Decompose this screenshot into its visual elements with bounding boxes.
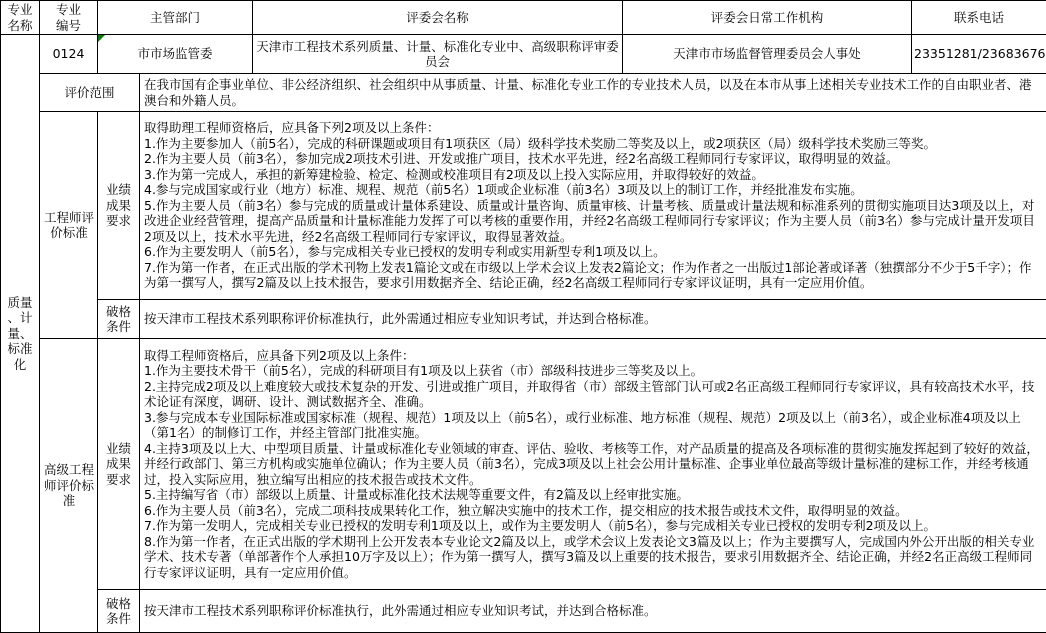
senior-engineer-achievement-label: 业绩成果要求	[105, 441, 133, 488]
phone-cell: 23351281/23683676	[912, 35, 1046, 74]
criteria-item: 5.作为主要人员（前3名）参与完成的质量或计量体系建设、质量或计量咨询、质量审核、计量考核、质量或计量法规和标准系列的贯彻实施项目达3项及以上，对改进企业经营管理，提高产品质量和计量标准能力发挥了可以考核的重要作用，并经2名高级工程师同行专家评议；作为主要人员（前3名）参与完成计量开发项目2项及以上，技术水平先进，经2名高级工程师同行专家评议，取得显著效益。	[144, 198, 1041, 245]
engineer-achievement-content-cell	[140, 112, 1046, 300]
senior-engineer-criteria-list	[144, 363, 1041, 580]
header-profession-label: 专业名称	[6, 2, 34, 33]
engineer-achievement-label-cell	[98, 112, 140, 300]
header-department: 主管部门	[98, 1, 253, 35]
scope-label-cell: 评价范围	[40, 74, 140, 112]
senior-engineer-section-label: 高级工程师评价标准	[42, 462, 96, 509]
senior-engineer-achievement-label-cell	[98, 339, 140, 590]
engineer-achievement-row	[1, 112, 1046, 300]
engineer-criteria-intro: 取得助理工程师资格后，应具备下列2项及以上条件：	[144, 120, 1041, 136]
engineer-exception-label: 破格条件	[105, 304, 133, 335]
criteria-item: 6.作为主要人员（前3名），完成二项科技成果转化工作，独立解决实施中的技术工作，提交相应的技术报告或技术文件，取得明显的效益。	[144, 503, 1041, 519]
senior-engineer-exception-label: 破格条件	[105, 596, 133, 627]
criteria-item: 7.作为第一作者，在正式出版的学术刊物上发表1篇论文或在市级以上学术会议上发表2篇论文；作为作者之一出版过1部论著或译著（独撰部分不少于5千字）；作为第一撰写人，撰写2篇及以上技术报告，要求引用数据齐全、结论正确，经2名高级工程师同行专家评议证明，具有一定应用价值。	[144, 260, 1041, 291]
header-phone: 联系电话	[912, 1, 1046, 35]
criteria-item: 1.作为主要参加人（前5名），完成的科研课题或项目有1项获区（局）级科学技术奖励二等奖及以上，或2项获区（局）级科学技术奖励三等奖。	[144, 136, 1041, 152]
office-cell: 天津市市场监督管理委员会人事处	[623, 35, 912, 74]
profession-name: 质量、计量、标准化	[6, 295, 34, 373]
comment-marker-icon	[98, 35, 105, 42]
senior-engineer-criteria-intro: 取得工程师资格后，应具备下列2项及以上条件：	[144, 348, 1041, 364]
committee-info-row	[1, 35, 1046, 74]
criteria-item: 5.主持编写省（市）部级以上质量、计量或标准化技术法规等重要文件，有2篇及以上经审批实施。	[144, 487, 1041, 503]
senior-engineer-achievement-content-cell	[140, 339, 1046, 590]
engineer-criteria-list	[144, 136, 1041, 291]
criteria-item: 4.主持3项及以上大、中型项目质量、计量或标准化专业领域的审查、评估、验收、考核等工作，对产品质量的提高及各项标准的贯彻实施发挥起到了较好的效益，并经行政部门、第三方机构或实施单位确认；作为主要人员（前3名），完成3项及以上社会公用计量标准、企事业单位最高等级计量标准的建标工作，并经考核通过，投入实际应用，独立编写出相应的技术报告或技术文件。	[144, 441, 1041, 488]
department-cell	[98, 35, 253, 74]
senior-engineer-exception-label-cell	[98, 590, 140, 633]
header-committee: 评委会名称	[253, 1, 623, 35]
engineer-exception-text-cell: 按天津市工程技术系列职称评价标准执行，此外需通过相应专业知识考试，并达到合格标准。	[140, 300, 1046, 339]
criteria-item: 3.作为第一完成人，承担的新筹建检验、检定、检测或校准项目有2项及以上投入实际应用，并取得较好的效益。	[144, 167, 1041, 183]
header-code-label: 专业编号	[55, 2, 83, 33]
engineer-section-label: 工程师评价标准	[42, 210, 96, 241]
criteria-item: 6.作为主要发明人（前5名），参与完成相关专业已授权的发明专利或实用新型专利1项及以上。	[144, 244, 1041, 260]
code-cell: 0124	[40, 35, 98, 74]
criteria-item: 4.参与完成国家或行业（地方）标准、规程、规范（前5名）1项或企业标准（前3名）3项及以上的制订工作，并经批准发布实施。	[144, 182, 1041, 198]
criteria-item: 2.主持完成2项及以上难度较大或技术复杂的开发、引进或推广项目，并取得省（市）部级主管部门认可或2名正高级工程师同行专家评议，具有较高技术水平，技术论证有深度，调研、设计、测试数据齐全、准确。	[144, 379, 1041, 410]
header-profession	[1, 1, 40, 35]
engineer-section-label-cell	[40, 112, 98, 339]
senior-engineer-achievement-row	[1, 339, 1046, 590]
header-code	[40, 1, 98, 35]
scope-text-cell: 在我市国有企事业单位、非公经济组织、社会组织中从事质量、计量、标准化专业工作的专业技术人员，以及在本市从事上述相关专业技术工作的自由职业者、港澳台和外籍人员。	[140, 74, 1046, 112]
header-row	[1, 1, 1046, 35]
senior-engineer-section-label-cell	[40, 339, 98, 633]
criteria-item: 8.作为第一作者，在正式出版的学术期刊上公开发表本专业论文2篇及以上，或学术会议上发表论文3篇及以上；作为主要撰写人，完成国内外公开出版的相关专业学术、技术专著（单部著作个人承担10万字及以上）；作为第一撰写人，撰写3篇及以上重要的技术报告，要求引用数据齐全、结论正确，并经2名正高级工程师同行专家评议证明，具有一定应用价值。	[144, 534, 1041, 581]
scope-row	[1, 74, 1046, 112]
criteria-item: 3.参与完成本专业国际标准或国家标准（规程、规范）1项及以上（前5名），或行业标准、地方标准（规程、规范）2项及以上（前3名），或企业标准4项及以上（第1名）的制修订工作，并经主管部门批准实施。	[144, 410, 1041, 441]
senior-engineer-exception-row	[1, 590, 1046, 633]
engineer-exception-label-cell	[98, 300, 140, 339]
department-value: 市市场监管委	[138, 46, 213, 61]
profession-name-cell	[1, 35, 40, 633]
engineer-achievement-label: 业绩成果要求	[105, 182, 133, 229]
header-office: 评委会日常工作机构	[623, 1, 912, 35]
engineer-exception-row	[1, 300, 1046, 339]
criteria-item: 2.作为主要人员（前3名），参加完成2项技术引进、开发或推广项目，技术水平先进，经2名高级工程师同行专家评议，取得明显的效益。	[144, 151, 1041, 167]
criteria-item: 1.作为主要技术骨干（前5名），完成的科研项目有1项及以上获省（市）部级科技进步三等奖及以上。	[144, 363, 1041, 379]
committee-name-cell: 天津市工程技术系列质量、计量、标准化专业中、高级职称评审委员会	[253, 35, 623, 74]
criteria-item: 7.作为第一发明人，完成相关专业已授权的发明专利1项及以上，或作为主要发明人（前5名），参与完成相关专业已授权的发明专利2项及以上。	[144, 518, 1041, 534]
senior-engineer-exception-text-cell: 按天津市工程技术系列职称评价标准执行，此外需通过相应专业知识考试，并达到合格标准。	[140, 590, 1046, 633]
